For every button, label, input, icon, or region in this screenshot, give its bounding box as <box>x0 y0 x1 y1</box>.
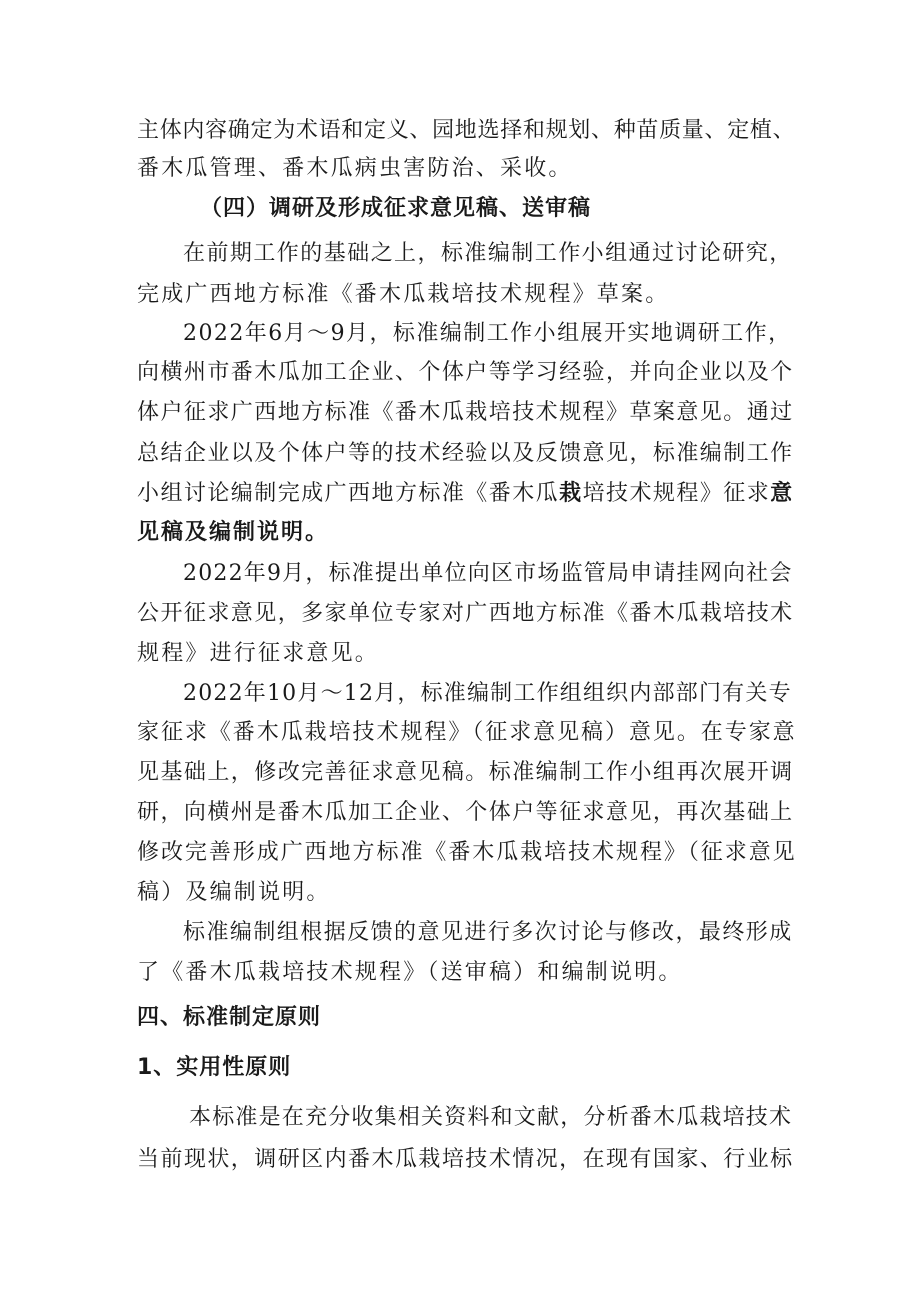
scope-line-2: 番木瓜管理、番木瓜病虫害防治、采收。 <box>137 156 573 181</box>
para-2-line-5-part-b: 培技术规程》征求 <box>582 481 771 506</box>
para-1-line-1: 在前期工作的基础之上，标准编制工作小组通过讨论研究， <box>183 241 793 266</box>
para-4-line-4: 研，向横州是番木瓜加工企业、个体户等征求意见，再次基础上 <box>137 800 794 825</box>
section-4-heading: （四）调研及形成征求意见稿、送审稿 <box>200 196 592 221</box>
para-2-line-5 <box>137 479 797 509</box>
para-5-line-1: 标准编制组根据反馈的意见进行多次讨论与修改，最终形成 <box>183 920 793 945</box>
scope-line-1: 主体内容确定为术语和定义、园地选择和规划、种苗质量、定植、 <box>137 118 796 143</box>
para-3-line-1: 2022年9月，标准提出单位向区市场监管局申请挂网向社会 <box>183 561 793 586</box>
para-4-line-6: 稿）及编制说明。 <box>137 880 331 905</box>
para-5-line-2: 了《番木瓜栽培技术规程》（送审稿）和编制说明。 <box>137 960 683 985</box>
para-4-line-1: 2022年10月～12月，标准编制工作组组织内部部门有关专 <box>183 681 792 706</box>
chapter-4-heading: 四、标准制定原则 <box>137 1005 322 1030</box>
para-2-line-5-bold-a: 栽 <box>559 481 583 506</box>
para-2-line-5-part-a: 小组讨论编制完成广西地方标准《番木瓜 <box>137 481 560 506</box>
para-2-line-3: 体户征求广西地方标准《番木瓜栽培技术规程》草案意见。通过 <box>137 400 794 425</box>
para-4-line-2: 家征求《番木瓜栽培技术规程》（征求意见稿）意见。在专家意 <box>137 720 797 745</box>
para-2-line-2: 向横州市番木瓜加工企业、个体户等学习经验，并向企业以及个 <box>137 360 794 385</box>
para-1-line-2: 完成广西地方标准《番木瓜栽培技术规程》草案。 <box>137 282 670 307</box>
para-2-line-6: 见稿及编制说明。 <box>137 520 330 545</box>
para-2-line-5-bold-b: 意 <box>770 481 794 506</box>
principle-1-heading: 1、实用性原则 <box>137 1055 292 1080</box>
para-2-line-1: 2022年6月～9月，标准编制工作小组展开实地调研工作， <box>183 321 792 346</box>
para-4-line-5: 修改完善形成广西地方标准《番木瓜栽培技术规程》（征求意见 <box>137 840 797 865</box>
para-6-line-1: 本标准是在充分收集相关资料和文献，分析番木瓜栽培技术 <box>189 1105 793 1130</box>
para-2-line-4: 总结企业以及个体户等的技术经验以及反馈意见，标准编制工作 <box>137 441 794 466</box>
para-4-line-3: 见基础上，修改完善征求意见稿。标准编制工作小组再次展开调 <box>137 760 794 785</box>
para-3-line-2: 公开征求意见，多家单位专家对广西地方标准《番木瓜栽培技术 <box>137 601 794 626</box>
para-6-line-2: 当前现状，调研区内番木瓜栽培技术情况，在现有国家、行业标 <box>137 1147 794 1172</box>
para-3-line-3: 规程》进行征求意见。 <box>137 641 380 666</box>
